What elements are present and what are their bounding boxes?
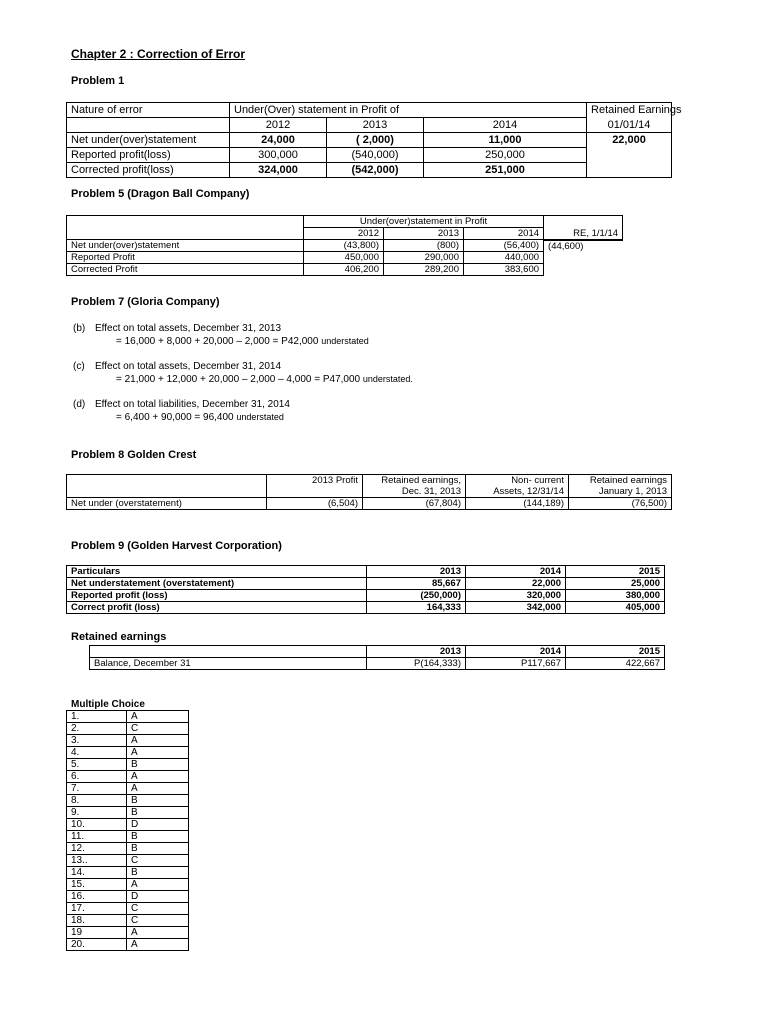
cell: (43,800) xyxy=(304,240,384,252)
cell: 2015 xyxy=(566,566,665,578)
mc-row xyxy=(67,903,189,915)
year-2014: 2014 xyxy=(424,118,587,133)
cell: 11,000 xyxy=(424,133,587,148)
table-row xyxy=(67,578,665,590)
mc-number: 6. xyxy=(67,771,127,783)
re-year: 2015 xyxy=(566,646,665,658)
mc-row xyxy=(67,939,189,951)
year-2012: 2012 xyxy=(230,118,327,133)
row-label: Correct profit (loss) xyxy=(67,602,367,614)
mc-row xyxy=(67,915,189,927)
cell: 290,000 xyxy=(384,252,464,264)
p7-item-b-calc xyxy=(116,336,369,347)
table-row xyxy=(67,498,672,510)
p5-year: 2014 xyxy=(464,228,544,240)
mc-number: 10. xyxy=(67,819,127,831)
p5-header-re: RE, 1/1/14 xyxy=(544,228,623,240)
mc-number: 20. xyxy=(67,939,127,951)
cell: 320,000 xyxy=(466,590,566,602)
mc-number: 14. xyxy=(67,867,127,879)
cell: 342,000 xyxy=(466,602,566,614)
table-row xyxy=(90,658,665,670)
mc-answer: B xyxy=(127,807,189,819)
mc-row xyxy=(67,771,189,783)
row-label: Corrected profit(loss) xyxy=(67,163,230,178)
mc-answer: B xyxy=(127,843,189,855)
p7-item-c-calc xyxy=(116,374,413,385)
row-label: Balance, December 31 xyxy=(90,658,367,670)
cell: 250,000 xyxy=(424,148,587,163)
cell: 405,000 xyxy=(566,602,665,614)
cell: 450,000 xyxy=(304,252,384,264)
p8-header: Non- current xyxy=(466,475,569,487)
mc-row xyxy=(67,891,189,903)
table-row xyxy=(67,566,665,578)
problem-7-heading: Problem 7 (Gloria Company) xyxy=(71,296,220,308)
cell: ( 2,000) xyxy=(327,133,424,148)
re-date: 01/01/14 xyxy=(587,118,672,133)
p7-item-d-title: Effect on total liabilities, December 31, 2014 xyxy=(95,399,290,410)
mc-answer: B xyxy=(127,795,189,807)
mc-row xyxy=(67,843,189,855)
mc-number: 15. xyxy=(67,879,127,891)
cell: (67,804) xyxy=(363,498,466,510)
cell: 22,000 xyxy=(587,133,672,148)
row-label: Net under (overstatement) xyxy=(67,498,267,510)
mc-answer: A xyxy=(127,771,189,783)
mc-answer: A xyxy=(127,879,189,891)
mc-row xyxy=(67,735,189,747)
table-row xyxy=(67,163,672,178)
p7-item-c-title: Effect on total assets, December 31, 2014 xyxy=(95,361,282,372)
p7-item-b-title: Effect on total assets, December 31, 2013 xyxy=(95,323,282,334)
cell: P117,667 xyxy=(466,658,566,670)
p5-header-under-over: Under(over)statement in Profit xyxy=(304,216,544,228)
mc-row xyxy=(67,831,189,843)
mc-number: 1. xyxy=(67,711,127,723)
re-year: 2013 xyxy=(367,646,466,658)
row-label: Net understatement (overstatement) xyxy=(67,578,367,590)
mc-row xyxy=(67,723,189,735)
chapter-title: Chapter 2 : Correction of Error xyxy=(71,47,246,61)
note: understated. xyxy=(362,374,413,384)
cell: 25,000 xyxy=(566,578,665,590)
problem-9-table xyxy=(66,565,665,614)
mc-number: 18. xyxy=(67,915,127,927)
cell: 422,667 xyxy=(566,658,665,670)
note: understated xyxy=(236,412,284,422)
multiple-choice-heading: Multiple Choice xyxy=(71,699,145,710)
table-row xyxy=(67,252,623,264)
re-year: 2014 xyxy=(466,646,566,658)
calc: = 16,000 + 8,000 + 20,000 – 2,000 = P42,000 xyxy=(116,336,319,347)
row-label: Reported profit(loss) xyxy=(67,148,230,163)
cell: (540,000) xyxy=(327,148,424,163)
mc-number: 13.. xyxy=(67,855,127,867)
header-under-over: Under(Over) statement in Profit of xyxy=(230,103,587,118)
row-label: Corrected Profit xyxy=(67,264,304,276)
cell: 85,667 xyxy=(367,578,466,590)
table-row xyxy=(67,602,665,614)
cell: (76,500) xyxy=(569,498,672,510)
mc-answer: A xyxy=(127,927,189,939)
table-row xyxy=(67,264,623,276)
mc-answer: D xyxy=(127,891,189,903)
cell: (542,000) xyxy=(327,163,424,178)
problem-8-table xyxy=(66,474,672,510)
table-row xyxy=(67,240,623,252)
mc-row xyxy=(67,855,189,867)
mc-answer: A xyxy=(127,747,189,759)
mc-answer: D xyxy=(127,819,189,831)
row-label: Reported profit (loss) xyxy=(67,590,367,602)
mc-answer: B xyxy=(127,831,189,843)
table-row xyxy=(67,133,672,148)
problem-5-heading: Problem 5 (Dragon Ball Company) xyxy=(71,188,250,200)
mc-number: 2. xyxy=(67,723,127,735)
cell: 251,000 xyxy=(424,163,587,178)
mc-number: 9. xyxy=(67,807,127,819)
mc-number: 4. xyxy=(67,747,127,759)
cell: 406,200 xyxy=(304,264,384,276)
mc-row xyxy=(67,927,189,939)
note: understated xyxy=(321,336,369,346)
mc-number: 8. xyxy=(67,795,127,807)
table-row xyxy=(67,148,672,163)
multiple-choice-table xyxy=(66,710,189,951)
p8-header: 2013 Profit xyxy=(267,475,363,487)
mc-number: 17. xyxy=(67,903,127,915)
mc-row xyxy=(67,747,189,759)
mc-row xyxy=(67,879,189,891)
cell: 2013 xyxy=(367,566,466,578)
calc: = 21,000 + 12,000 + 20,000 – 2,000 – 4,000 = P47,000 xyxy=(116,374,361,385)
mc-answer: C xyxy=(127,723,189,735)
mc-answer: A xyxy=(127,735,189,747)
mc-answer: A xyxy=(127,783,189,795)
mc-answer: B xyxy=(127,759,189,771)
cell: (144,189) xyxy=(466,498,569,510)
cell: 380,000 xyxy=(566,590,665,602)
cell: 383,600 xyxy=(464,264,544,276)
mc-number: 12. xyxy=(67,843,127,855)
mc-number: 11. xyxy=(67,831,127,843)
cell: 2014 xyxy=(466,566,566,578)
cell: (800) xyxy=(384,240,464,252)
problem-1-table xyxy=(66,102,682,178)
mc-answer: A xyxy=(127,939,189,951)
row-label: Reported Profit xyxy=(67,252,304,264)
p8-header: Dec. 31, 2013 xyxy=(363,486,466,498)
retained-earnings-table xyxy=(89,645,665,670)
p7-item-d-tag: (d) xyxy=(73,399,86,410)
problem-8-heading: Problem 8 Golden Crest xyxy=(71,449,197,461)
calc: = 6,400 + 90,000 = 96,400 xyxy=(116,412,234,423)
mc-number: 5. xyxy=(67,759,127,771)
cell: 440,000 xyxy=(464,252,544,264)
cell: P(164,333) xyxy=(367,658,466,670)
p8-header: Assets, 12/31/14 xyxy=(466,486,569,498)
cell: 22,000 xyxy=(466,578,566,590)
mc-number: 7. xyxy=(67,783,127,795)
p7-item-b-tag: (b) xyxy=(73,323,86,334)
mc-number: 16. xyxy=(67,891,127,903)
mc-answer: A xyxy=(127,711,189,723)
row-label: Net under(over)statement xyxy=(67,133,230,148)
mc-row xyxy=(67,819,189,831)
p7-item-d-calc xyxy=(116,412,284,423)
row-label: Particulars xyxy=(67,566,367,578)
mc-answer: C xyxy=(127,855,189,867)
mc-row xyxy=(67,795,189,807)
mc-answer: B xyxy=(127,867,189,879)
row-label: Net under(over)statement xyxy=(67,240,304,252)
mc-row xyxy=(67,783,189,795)
mc-row xyxy=(67,807,189,819)
problem-5-table xyxy=(66,215,623,276)
cell: 289,200 xyxy=(384,264,464,276)
p5-year: 2013 xyxy=(384,228,464,240)
table-row xyxy=(67,590,665,602)
cell: (6,504) xyxy=(267,498,363,510)
cell: 164,333 xyxy=(367,602,466,614)
cell: 24,000 xyxy=(230,133,327,148)
problem-9-heading: Problem 9 (Golden Harvest Corporation) xyxy=(71,540,282,552)
p7-item-c-tag: (c) xyxy=(73,361,85,372)
p5-year: 2012 xyxy=(304,228,384,240)
header-nature: Nature of error xyxy=(67,103,230,118)
mc-row xyxy=(67,711,189,723)
cell: (250,000) xyxy=(367,590,466,602)
problem-1-heading: Problem 1 xyxy=(71,75,125,87)
cell: (44,600) xyxy=(548,240,584,252)
mc-number: 19 xyxy=(67,927,127,939)
retained-earnings-heading: Retained earnings xyxy=(71,631,167,643)
cell: 324,000 xyxy=(230,163,327,178)
header-retained-earnings: Retained Earnings xyxy=(587,103,672,118)
mc-row xyxy=(67,867,189,879)
mc-row xyxy=(67,759,189,771)
cell: (56,400) xyxy=(464,240,544,252)
year-2013: 2013 xyxy=(327,118,424,133)
mc-answer: C xyxy=(127,903,189,915)
p8-header: Retained earnings, xyxy=(363,475,466,487)
mc-number: 3. xyxy=(67,735,127,747)
mc-answer: C xyxy=(127,915,189,927)
p8-header: January 1, 2013 xyxy=(569,486,672,498)
p8-header: Retained earnings xyxy=(569,475,672,487)
cell: 300,000 xyxy=(230,148,327,163)
